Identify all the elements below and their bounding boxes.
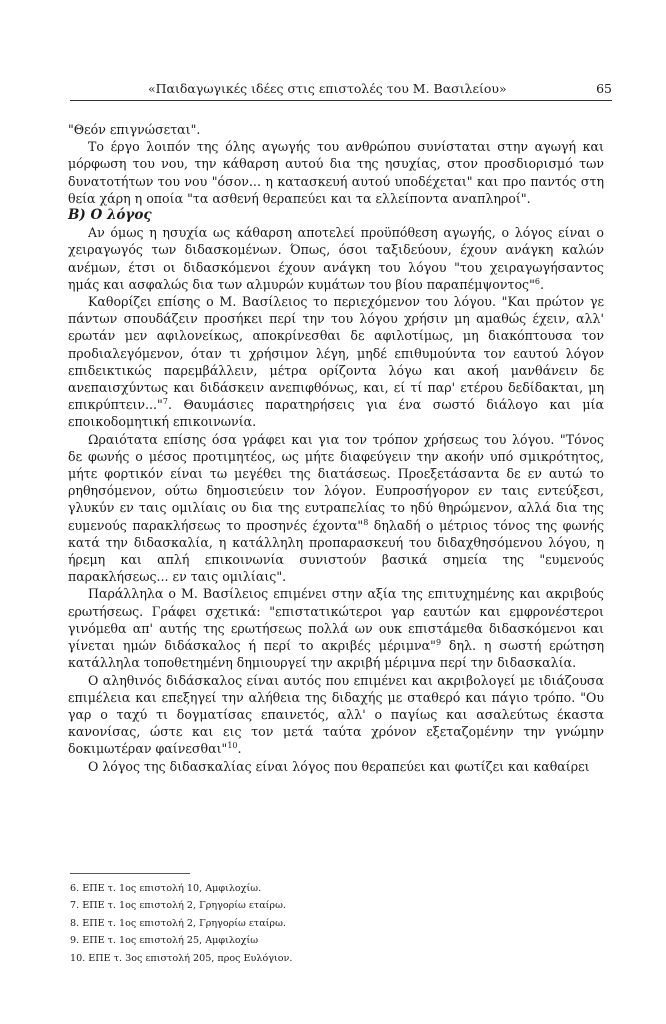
- running-title: «Παιδαγωγικές ιδέες στις επιστολές του Μ. Βασιλείου»: [148, 81, 507, 96]
- footnote: 7. ΕΠΕ τ. 1ος επιστολή 2, Γρηγορίω εταίρω.: [70, 900, 286, 912]
- footnotes: [70, 880, 610, 967]
- footnote: 9. ΕΠΕ τ. 1ος επιστολή 25, Αμφιλοχίω: [70, 935, 259, 947]
- paragraph: Καθορίζει επίσης ο Μ. Βασίλειος το περιεχόμενον του λόγου. "Και πρώτον γε πάντων σπουδάζειν προσήκει περί την του λόγου χρήσιν μη αμαθώς έχειν, αλλ' ερωτάν μεν αφιλονείκως, αποκρίνεσθαι δε αφιλοτίμως, μη διακόπτουσα τον προδιαλεγόμενον, όταν τι χρήσιμον λέγη, μηδέ επιθυμούντα τον εαυτού λόγον επιδεικτικώς παρεμβάλλειν, μέτρα ορίζοντα λόγω και ακοή μανθάνειν δε ανεπαισχύντως και διδάσκειν ανεπιφθόνως, και, εί τί παρ' ετέρου δεδίδακται, μη επικρύπτειν..."$^7$. Θαυμάσιες παρατηρήσεις για ένα σωστό διάλογο και μία εποικοδομητική επικοινωνία.: [68, 294, 604, 430]
- footnote: 8. ΕΠΕ τ. 1ος επιστολή 2, Γρηγορίω εταίρω.: [70, 917, 286, 929]
- paragraph: Παράλληλα ο Μ. Βασίλειος επιμένει στην αξία της επιτυχημένης και ακριβούς ερωτήσεως. Γράφει σχετικά: "επιστατικώτεροι γαρ εαυτών και εμφρονέστεροι γινόμεθα απ' αυτής της ερωτήσεως πολλά ων ουκ επιστάμεθα διδασκόμενοι και γίνεται ημών διδάσκαλος ή περί το ακριβές μέριμνα"$^9$ δηλ. η σωστή ερώτηση κατάλληλα τοποθετημένη δημιουργεί την ακριβή μέριμνα περί την διδασκαλία.: [68, 586, 605, 671]
- header-rule: [70, 100, 612, 101]
- footnote-rule: [70, 873, 190, 874]
- footnote: 6. ΕΠΕ τ. 1ος επιστολή 10, Αμφιλοχίω.: [70, 883, 262, 894]
- paragraph: Το έργο λοιπόν της όλης αγωγής του ανθρώπου συνίσταται στην αγωγή και μόρφωση του νου, την κάθαρση αυτού δια της ησυχίας, στον προσδιορισμό των δυνατοτήτων του νου "όσον... η κατασκευή αυτού υποδέχεται" και προ παντός στη θεία χάρη η οποία "τα ασθενή θεραπεύει και τα ελλείποντα αναπληροί".: [68, 139, 604, 206]
- section-heading: Β) Ο λόγος: [68, 207, 152, 224]
- footnote-ref[interactable]: 10: [227, 741, 238, 751]
- footnote-ref[interactable]: 8: [363, 517, 369, 527]
- running-header: [70, 81, 612, 99]
- page-number: 65: [596, 81, 612, 96]
- footnote-ref[interactable]: 7: [162, 397, 168, 407]
- main-text: [68, 121, 604, 775]
- paragraph: Ωραιότατα επίσης όσα γράφει και για τον τρόπον χρήσεως του λόγου. "Τόνος δε φωνής ο μέσος προτιμητέος, ως μήτε διαφεύγειν την ακοήν υπό σμικρότητος, μήτε φορτικόν είναι τω μεγέθει της διατάσεως. Προεξετάσαντα δε εν αυτώ το ρηθησόμενον, ούτω δημοσιεύειν τον λόγον. Ευπροσήγορον εν ταις εντεύξεσι, γλυκύν εν ταις ομιλίαις ου δια της ευτραπελίας το ηδύ θηρώμενον, αλλά δια της ευμενούς παρακλήσεως το προσηνές έχοντα"$^8$ δηλαδή ο μέτριος τόνος της φωνής κατά την διδασκαλία, η κατάλληλη προπαρασκευή του διδαχθησόμενου λόγου, η ήρεμη και απλή επικοινωνία συνιστούν βασικά σημεία της "ευμενούς παρακλήσεως... εν ταις ομιλίαις".: [68, 431, 604, 585]
- paragraph: "Θεόν επιγνώσεται".: [68, 122, 201, 137]
- footnote-ref[interactable]: 9: [435, 637, 442, 647]
- paragraph: Αν όμως η ησυχία ως κάθαρση αποτελεί προϋπόθεση αγωγής, ο λόγος είναι ο χειραγωγός των διδασκομένων. Όπως, όσοι ταξιδεύουν, έχουν ανάγκη καλών ανέμων, έτσι οι διδασκόμενοι έχουν ανάγκη του λόγου "του χειραγωγήσαντος ημάς και ασφαλώς δια των αλμυρών κυμάτων του βίου παραπέμψοντος"$^6$.: [68, 225, 604, 292]
- paragraph: Ο αληθινός διδάσκαλος είναι αυτός που επιμένει και ακριβολογεί με ιδιάζουσα επιμέλεια και επεξηγεί την αλήθεια της διδαχής με σταθερό και πάγιο τρόπο. "Ου γαρ ο ταχύ τι δογματίσας επαινετός, αλλ' ο παγίως και ασαλεύτως έκαστα κανονίσας, ώστε και εις τον μετά ταύτα χρόνον εξεταζομένην την γνώμην δοκιμωτέραν φαίνεσθαι"$^{10}$.: [68, 672, 604, 757]
- footnote-ref[interactable]: 6: [534, 276, 540, 286]
- paragraph: Ο λόγος της διδασκαλίας είναι λόγος που θεραπεύει και φωτίζει και καθαίρει: [88, 758, 590, 774]
- footnote: 10. ΕΠΕ τ. 3ος επιστολή 205, προς Ευλόγιον.: [70, 952, 293, 964]
